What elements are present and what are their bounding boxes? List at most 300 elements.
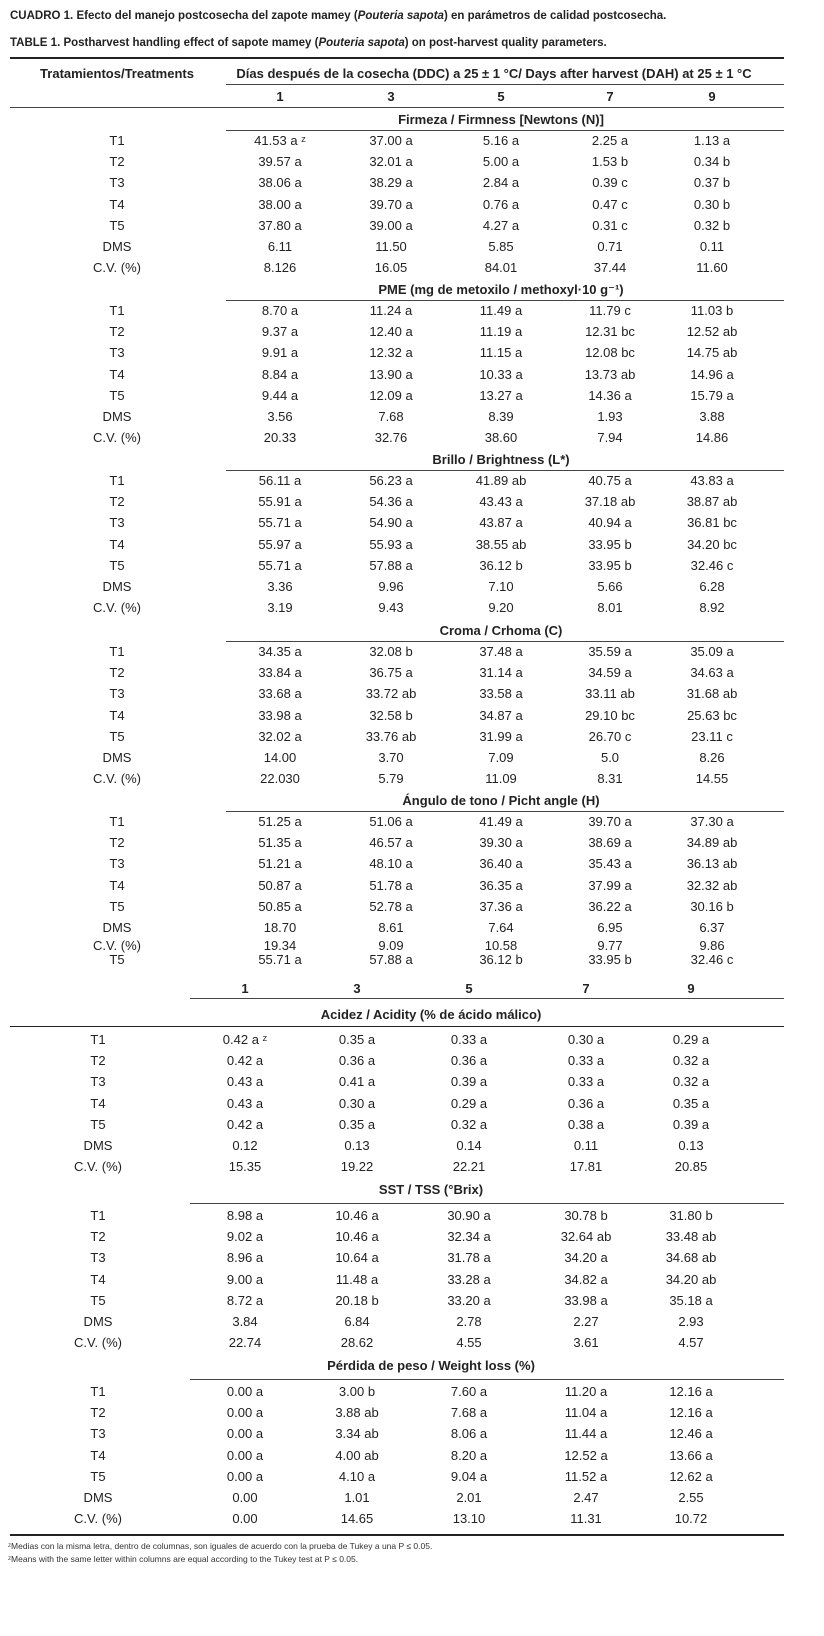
table-cell: 55.91 a <box>258 494 302 510</box>
table-cell: 34.87 a <box>479 707 523 723</box>
row-label: T5 <box>109 557 125 573</box>
table-cell: 20.85 <box>674 1159 708 1175</box>
table-cell: 2.27 <box>573 1314 599 1329</box>
row-label: C.V. (%) <box>74 1335 122 1351</box>
table-cell: 33.28 a <box>447 1271 491 1287</box>
table-cell: 15.35 <box>228 1159 262 1175</box>
table-cell: 0.39 a <box>450 1074 488 1090</box>
table-cell: 4.10 a <box>338 1468 376 1484</box>
row-label: T5 <box>109 217 125 233</box>
table-cell: 8.72 a <box>226 1292 264 1308</box>
table-cell: 37.80 a <box>258 217 302 233</box>
table-cell: 56.23 a <box>369 473 413 488</box>
table-cell: 43.87 a <box>479 515 523 531</box>
section-title: Pérdida de peso / Weight loss (%) <box>327 1358 535 1373</box>
table-cell: 51.21 a <box>258 856 302 872</box>
footnote-en: ᶻMeans with the same letter within columns are equal according to the Tukey test at P ≤ 0.05. <box>8 1554 359 1564</box>
table-cell: 33.72 ab <box>365 686 417 702</box>
table-cell: 12.16 a <box>669 1405 713 1421</box>
table-cell: 50.85 a <box>258 898 302 914</box>
day-col-header: 5 <box>497 89 505 104</box>
table-cell: 33.76 ab <box>365 728 417 744</box>
table-cell: 14.75 ab <box>686 345 738 361</box>
table-cell: 12.08 bc <box>585 345 635 361</box>
table-cell: 38.60 <box>484 430 518 446</box>
table-cell: 8.84 a <box>261 366 299 382</box>
table-cell: 33.98 a <box>258 707 302 723</box>
table-cell: 55.71 a <box>258 515 302 531</box>
table-cell: 55.97 a <box>258 536 302 552</box>
table-cell: 57.88 a <box>369 557 413 573</box>
table-cell: 33.20 a <box>447 1292 491 1308</box>
table-cell: 14.86 <box>695 430 729 446</box>
row-label: T1 <box>90 1384 106 1399</box>
table-cell: 8.61 <box>378 920 404 935</box>
row-label: T4 <box>109 366 125 382</box>
table-cell: 33.95 b <box>588 557 632 573</box>
table-cell: 14.00 <box>263 750 297 765</box>
row-label: T2 <box>90 1405 106 1421</box>
table-cell: 33.58 a <box>479 686 523 702</box>
table-cell: 0.39 c <box>592 175 628 191</box>
row-label: C.V. (%) <box>93 430 141 446</box>
table-cell: 34.89 ab <box>686 835 738 851</box>
second-header-top-rule <box>190 998 784 999</box>
table-cell: 0.42 a <box>226 1053 264 1069</box>
table-cell: 20.33 <box>263 430 297 446</box>
table-cell: 0.36 a <box>567 1095 605 1111</box>
table-cell: 11.60 <box>696 260 728 276</box>
row-label: DMS <box>102 239 132 254</box>
table-cell: 12.52 a <box>564 1447 608 1463</box>
row-label: T1 <box>90 1032 106 1047</box>
row-label: T4 <box>109 196 125 212</box>
table-cell: 11.24 a <box>369 303 413 318</box>
section-title: PME (mg de metoxilo / methoxyl·10 g⁻¹) <box>378 282 624 297</box>
table-cell: 32.34 a <box>447 1229 491 1245</box>
table-cell: 52.78 a <box>369 898 413 914</box>
table-cell: 14.55 <box>695 771 729 787</box>
table-cell: 38.69 a <box>588 835 632 851</box>
table-cell: 13.66 a <box>669 1447 713 1463</box>
table-cell: 39.30 a <box>479 835 523 851</box>
day-col-header: 5 <box>465 981 473 996</box>
table-cell: 0.35 a <box>338 1116 376 1132</box>
row-label: DMS <box>102 579 132 594</box>
section-rule <box>226 300 784 301</box>
table-cell: 0.33 a <box>567 1053 605 1069</box>
table-cell: 38.87 ab <box>686 494 738 510</box>
row-label: T3 <box>90 1074 106 1090</box>
table-cell: 33.95 b <box>588 536 632 552</box>
day-col-header: 1 <box>276 89 284 104</box>
table-cell: 0.37 b <box>693 175 731 191</box>
table-cell: 7.68 <box>378 409 404 424</box>
row-label: C.V. (%) <box>93 600 141 616</box>
section-title: Ángulo de tono / Picht angle (H) <box>402 793 600 808</box>
table-cell: 0.00 <box>232 1490 258 1505</box>
table-cell: 32.46 c <box>690 952 734 968</box>
table-cell: 32.08 b <box>369 644 413 659</box>
table-cell: 10.58 <box>484 938 518 954</box>
row-label: T1 <box>109 303 125 318</box>
row-label: T5 <box>90 1292 106 1308</box>
table-cell: 48.10 a <box>369 856 413 872</box>
row-label: T1 <box>109 814 125 829</box>
table-cell: 11.04 a <box>564 1405 608 1421</box>
table-cell: 0.30 a <box>567 1032 605 1047</box>
row-label: T5 <box>109 898 125 914</box>
table-cell: 0.36 a <box>450 1053 488 1069</box>
table-cell: 7.64 <box>488 920 514 935</box>
table-title-es: CUADRO 1. Efecto del manejo postcosecha del zapote mamey (Pouteria sapota) en parámetros de calidad postcosecha. <box>10 10 667 22</box>
table-cell: 33.95 b <box>588 952 632 968</box>
table-cell: 12.40 a <box>369 324 413 340</box>
table-cell: 2.84 a <box>482 175 520 191</box>
table-cell: 3.36 <box>267 579 293 594</box>
table-cell: 36.13 ab <box>686 856 738 872</box>
table-cell: 0.31 c <box>592 217 628 233</box>
table-cell: 9.37 a <box>261 324 299 340</box>
table-cell: 6.84 <box>344 1314 370 1329</box>
table-cell: 32.02 a <box>258 728 302 744</box>
table-cell: 0.43 a <box>226 1074 264 1090</box>
table-cell: 37.36 a <box>479 898 523 914</box>
table-cell: 54.90 a <box>369 515 413 531</box>
table-cell: 56.11 a <box>258 473 302 488</box>
table-cell: 8.01 <box>597 600 623 616</box>
table-cell: 9.96 <box>378 579 404 594</box>
table-cell: 1.01 <box>344 1490 370 1505</box>
table-cell: 11.31 <box>570 1511 602 1527</box>
table-cell: 7.09 <box>488 750 514 765</box>
table-cell: 36.12 b <box>479 557 523 573</box>
row-label: T4 <box>90 1095 106 1111</box>
table-cell: 14.36 a <box>588 387 632 403</box>
section-title: Firmeza / Firmness [Newtons (N)] <box>398 112 604 127</box>
table-cell: 35.18 a <box>669 1292 713 1308</box>
row-label: T4 <box>90 1271 106 1287</box>
row-label: T3 <box>109 175 125 191</box>
table-cell: 6.37 <box>699 920 725 935</box>
table-cell: 7.94 <box>597 430 623 446</box>
table-cell: 38.55 ab <box>475 536 527 552</box>
table-cell: 0.32 a <box>672 1074 710 1090</box>
row-label: T5 <box>109 387 125 403</box>
table-cell: 12.09 a <box>369 387 413 403</box>
table-cell: 0.76 a <box>482 196 520 212</box>
table-cell: 32.76 <box>374 430 408 446</box>
table-cell: 11.49 a <box>479 303 523 318</box>
table-cell: 13.10 <box>452 1511 486 1527</box>
table-cell: 7.60 a <box>450 1384 488 1399</box>
row-label: T1 <box>109 473 125 488</box>
table-cell: 36.35 a <box>479 877 523 893</box>
table-cell: 0.00 a <box>226 1426 264 1442</box>
table-cell: 4.00 ab <box>335 1447 379 1463</box>
table-cell: 38.29 a <box>369 175 413 191</box>
table-cell: 32.64 ab <box>560 1229 612 1245</box>
footnote-es: ᶻMedias con la misma letra, dentro de columnas, son iguales de acuerdo con la prueba de Tukey a una P ≤ 0.05. <box>8 1541 433 1551</box>
table-cell: 12.52 ab <box>686 324 738 340</box>
table-cell: 40.75 a <box>588 473 632 488</box>
row-label: DMS <box>83 1314 113 1329</box>
table-cell: 9.86 <box>699 938 725 954</box>
table-cell: 11.19 a <box>479 324 523 340</box>
day-col-header: 7 <box>606 89 614 104</box>
table-cell: 41.53 a ᶻ <box>254 133 306 148</box>
table-cell: 22.21 <box>452 1159 486 1175</box>
table-cell: 31.99 a <box>479 728 523 744</box>
table-cell: 41.89 ab <box>475 473 527 488</box>
table-cell: 32.46 c <box>690 557 734 573</box>
table-cell: 16.05 <box>374 260 408 276</box>
table-cell: 37.99 a <box>588 877 632 893</box>
row-label: T1 <box>109 644 125 659</box>
table-cell: 31.14 a <box>479 665 523 681</box>
row-label: T1 <box>109 133 125 148</box>
table-cell: 0.00 <box>232 1511 258 1527</box>
table-cell: 11.79 c <box>589 303 631 318</box>
row-label: T5 <box>90 1116 106 1132</box>
table-cell: 4.27 a <box>482 217 520 233</box>
table-cell: 34.82 a <box>564 1271 608 1287</box>
days-header-rule <box>226 84 784 85</box>
table-cell: 9.09 <box>378 938 404 954</box>
table-cell: 13.27 a <box>479 387 523 403</box>
table-cell: 0.32 a <box>450 1116 488 1132</box>
row-label: T3 <box>109 686 125 702</box>
section-rule <box>226 641 784 642</box>
table-cell: 8.26 <box>699 750 725 765</box>
table-cell: 38.00 a <box>258 196 302 212</box>
table-cell: 38.06 a <box>258 175 302 191</box>
table-cell: 0.42 a ᶻ <box>222 1032 268 1047</box>
table-cell: 51.78 a <box>369 877 413 893</box>
table-cell: 8.31 <box>597 771 623 787</box>
table-cell: 6.95 <box>597 920 623 935</box>
table-cell: 0.34 b <box>693 154 731 170</box>
table-cell: 11.44 a <box>564 1426 608 1442</box>
row-label: C.V. (%) <box>74 1159 122 1175</box>
table-cell: 37.48 a <box>479 644 523 659</box>
row-label: DMS <box>102 920 132 935</box>
table-cell: 9.04 a <box>450 1468 488 1484</box>
table-cell: 30.78 b <box>564 1208 608 1223</box>
table-cell: 0.11 <box>699 239 725 254</box>
row-label: T4 <box>109 707 125 723</box>
table-cell: 43.83 a <box>690 473 734 488</box>
table-cell: 31.80 b <box>669 1208 713 1223</box>
row-label: T1 <box>90 1208 106 1223</box>
day-col-header: 1 <box>241 981 249 996</box>
table-cell: 84.01 <box>484 260 518 276</box>
table-cell: 33.68 a <box>258 686 302 702</box>
table-cell: 34.20 ab <box>665 1271 717 1287</box>
table-cell: 33.11 ab <box>585 686 635 702</box>
table-cell: 55.93 a <box>369 536 413 552</box>
second-header-bottom-rule <box>10 1026 784 1027</box>
table-cell: 3.88 ab <box>335 1405 379 1421</box>
table-cell: 22.030 <box>260 771 300 787</box>
table-cell: 0.32 b <box>693 217 731 233</box>
table-cell: 10.46 a <box>335 1208 379 1223</box>
table-cell: 29.10 bc <box>585 707 635 723</box>
table-cell: 12.16 a <box>669 1384 713 1399</box>
day-col-header: 3 <box>387 89 395 104</box>
table-cell: 34.20 bc <box>687 536 737 552</box>
table-cell: 28.62 <box>340 1335 374 1351</box>
table-cell: 8.20 a <box>450 1447 488 1463</box>
table-cell: 14.96 a <box>690 366 734 382</box>
table-cell: 17.81 <box>569 1159 603 1175</box>
table-cell: 0.35 a <box>672 1095 710 1111</box>
table-cell: 0.00 a <box>226 1447 264 1463</box>
table-cell: 10.46 a <box>335 1229 379 1245</box>
table-cell: 0.39 a <box>672 1116 710 1132</box>
table-cell: 3.61 <box>573 1335 599 1351</box>
table-cell: 34.20 a <box>564 1250 608 1266</box>
table-cell: 39.70 a <box>588 814 632 829</box>
table-cell: 51.25 a <box>258 814 302 829</box>
row-label: C.V. (%) <box>93 771 141 787</box>
table-cell: 5.16 a <box>482 133 520 148</box>
table-cell: 0.11 <box>573 1138 599 1153</box>
table-cell: 11.52 a <box>564 1468 608 1484</box>
table-cell: 6.28 <box>699 579 725 594</box>
table-cell: 30.16 b <box>690 898 734 914</box>
table-cell: 3.88 <box>699 409 725 424</box>
table-cell: 5.00 a <box>482 154 520 170</box>
row-label: T2 <box>109 665 125 681</box>
table-cell: 5.85 <box>488 239 514 254</box>
table-cell: 31.68 ab <box>686 686 738 702</box>
table-cell: 8.39 <box>488 409 514 424</box>
row-label: T2 <box>90 1053 106 1069</box>
row-label: T3 <box>90 1250 106 1266</box>
table-cell: 9.02 a <box>226 1229 264 1245</box>
table-cell: 20.18 b <box>335 1292 379 1308</box>
table-cell: 3.56 <box>267 409 293 424</box>
table-cell: 0.41 a <box>338 1074 376 1090</box>
table-cell: 12.31 bc <box>585 324 635 340</box>
table-cell: 1.93 <box>597 409 623 424</box>
table-cell: 54.36 a <box>369 494 413 510</box>
treatments-header: Tratamientos/Treatments <box>40 66 194 81</box>
table-cell: 4.55 <box>456 1335 482 1351</box>
table-cell: 2.47 <box>573 1490 599 1505</box>
section-title: Brillo / Brightness (L*) <box>432 452 570 467</box>
table-cell: 11.48 a <box>335 1271 379 1287</box>
table-cell: 12.32 a <box>369 345 413 361</box>
table-cell: 0.00 a <box>226 1468 264 1484</box>
table-cell: 11.20 a <box>564 1384 608 1399</box>
table-cell: 0.43 a <box>226 1095 264 1111</box>
table-cell: 33.98 a <box>564 1292 608 1308</box>
table-cell: 50.87 a <box>258 877 302 893</box>
table-cell: 4.57 <box>678 1335 704 1351</box>
table-cell: 5.79 <box>378 771 404 787</box>
table-cell: 37.44 <box>593 260 627 276</box>
section-rule <box>226 811 784 812</box>
table-cell: 13.90 a <box>369 366 413 382</box>
row-label: T4 <box>109 877 125 893</box>
table-cell: 0.33 a <box>567 1074 605 1090</box>
table-cell: 18.70 <box>263 920 297 935</box>
table-cell: 3.00 b <box>338 1384 376 1399</box>
days-header: Días después de la cosecha (DDC) a 25 ± 1 °C/ Days after harvest (DAH) at 25 ± 1 °C <box>236 66 752 81</box>
table-cell: 34.59 a <box>588 665 632 681</box>
table-cell: 32.01 a <box>369 154 413 170</box>
table-cell: 37.18 ab <box>584 494 636 510</box>
table-cell: 40.94 a <box>588 515 632 531</box>
table-cell: 51.06 a <box>369 814 413 829</box>
row-label: T5 <box>109 952 125 968</box>
table-cell: 36.12 b <box>479 952 523 968</box>
table-cell: 37.30 a <box>690 814 734 829</box>
table-cell: 41.49 a <box>479 814 523 829</box>
table-cell: 0.71 <box>597 239 623 254</box>
table-cell: 11.09 <box>485 771 517 787</box>
table-cell: 8.70 a <box>261 303 299 318</box>
row-label: T3 <box>109 345 125 361</box>
table-cell: 7.68 a <box>450 1405 488 1421</box>
row-label: T2 <box>90 1229 106 1245</box>
table-cell: 0.36 a <box>338 1053 376 1069</box>
table-cell: 0.00 a <box>226 1405 264 1421</box>
table-cell: 0.29 a <box>450 1095 488 1111</box>
table-cell: 0.13 <box>344 1138 370 1153</box>
table-cell: 43.43 a <box>479 494 523 510</box>
table-top-rule <box>10 57 784 59</box>
row-label: C.V. (%) <box>74 1511 122 1527</box>
day-col-header: 7 <box>582 981 590 996</box>
table-cell: 35.09 a <box>690 644 734 659</box>
section-rule <box>226 130 784 131</box>
table-cell: 9.91 a <box>261 345 299 361</box>
table-cell: 11.03 b <box>690 303 734 318</box>
row-label: T4 <box>109 536 125 552</box>
row-label: T3 <box>90 1426 106 1442</box>
table-cell: 8.92 <box>699 600 725 616</box>
table-cell: 39.70 a <box>369 196 413 212</box>
table-cell: 3.84 <box>232 1314 258 1329</box>
table-cell: 31.78 a <box>447 1250 491 1266</box>
section-rule <box>226 470 784 471</box>
table-cell: 36.22 a <box>588 898 632 914</box>
table-cell: 8.06 a <box>450 1426 488 1442</box>
table-cell: 30.90 a <box>447 1208 491 1223</box>
table-cell: 39.00 a <box>369 217 413 233</box>
table-cell: 2.55 <box>678 1490 704 1505</box>
table-cell: 0.35 a <box>338 1032 376 1047</box>
table-cell: 13.73 ab <box>584 366 636 382</box>
table-cell: 14.65 <box>340 1511 374 1527</box>
table-cell: 32.32 ab <box>686 877 738 893</box>
table-cell: 23.11 c <box>691 728 733 744</box>
row-label: DMS <box>102 750 132 765</box>
table-cell: 26.70 c <box>588 728 632 744</box>
row-label: T2 <box>109 324 125 340</box>
row-label: T5 <box>109 728 125 744</box>
table-cell: 36.75 a <box>369 665 413 681</box>
table-cell: 55.71 a <box>258 557 302 573</box>
row-label: T3 <box>109 515 125 531</box>
row-label: T4 <box>90 1447 106 1463</box>
table-cell: 19.34 <box>263 938 297 954</box>
table-cell: 0.32 a <box>672 1053 710 1069</box>
row-label: DMS <box>83 1490 113 1505</box>
